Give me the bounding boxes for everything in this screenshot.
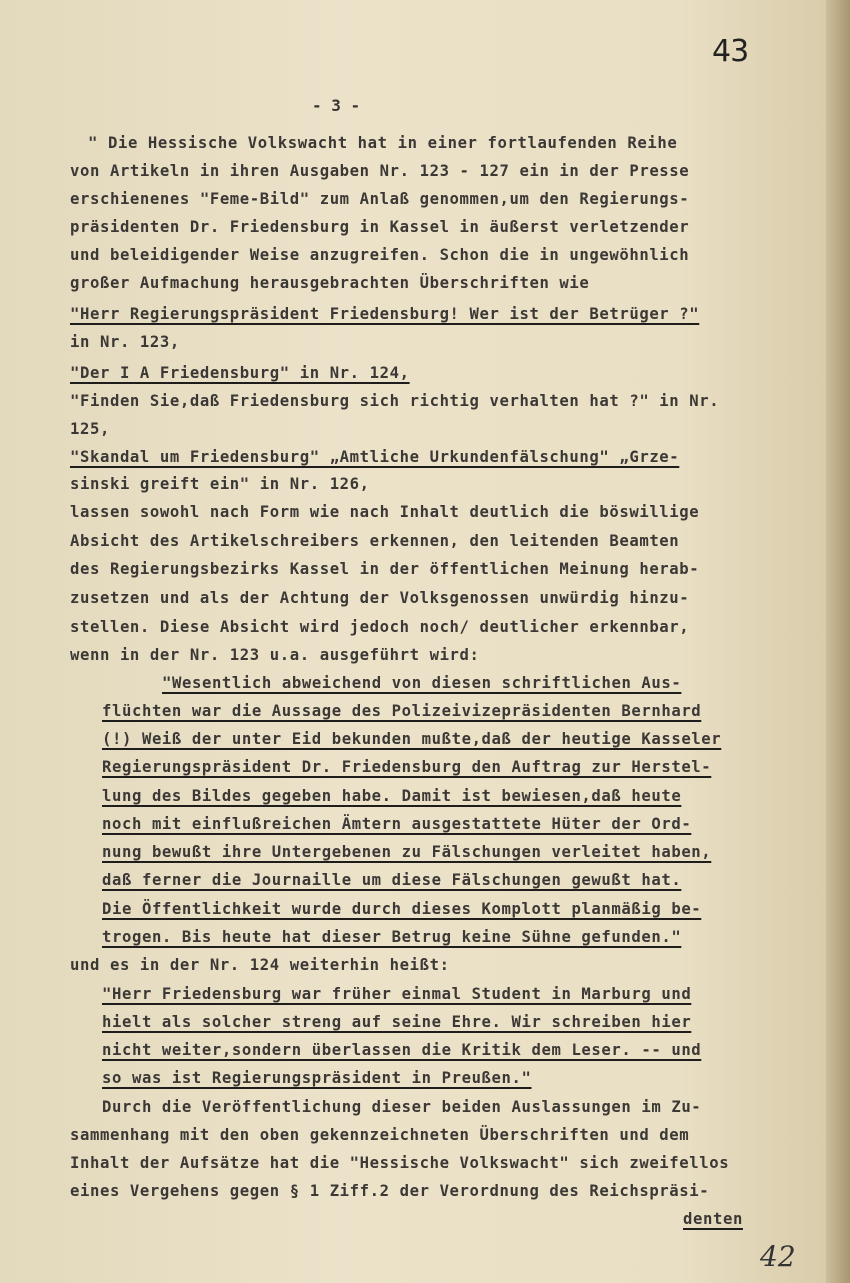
text-line: präsidenten Dr. Friedensburg in Kassel in äußerst verletzender xyxy=(70,218,690,236)
headline-underlined: "Der I A Friedensburg" in Nr. 124, xyxy=(70,364,410,382)
quoted-passage-line: lung des Bildes gegeben habe. Damit ist bewiesen,daß heute xyxy=(102,787,682,805)
text-line: sammenhang mit den oben gekennzeichneten Überschriften und dem xyxy=(70,1126,690,1144)
text-line: Inhalt der Aufsätze hat die "Hessische Volkswacht" sich zweifellos xyxy=(70,1154,730,1172)
text-line: und es in der Nr. 124 weiterhin heißt: xyxy=(70,956,450,974)
headline-quote: "Herr Regierungspräsident Friedensburg! Wer ist der Betrüger ?" xyxy=(70,305,700,323)
text-line: wenn in der Nr. 123 u.a. ausgeführt wird: xyxy=(70,646,480,664)
quoted-passage-line: daß ferner die Journaille um diese Fälschungen gewußt hat. xyxy=(102,871,682,889)
page-number: - 3 - xyxy=(312,96,361,115)
text-line: Absicht des Artikelschreibers erkennen, den leitenden Beamten xyxy=(70,532,680,550)
quoted-passage-line: trogen. Bis heute hat dieser Betrug keine Sühne gefunden." xyxy=(102,928,682,946)
quoted-passage-line: nung bewußt ihre Untergebenen zu Fälschungen verleitet haben, xyxy=(102,843,712,861)
headline-quote: sinski greift ein" in Nr. 126, xyxy=(70,475,370,493)
folio-number-bottom: 42 xyxy=(760,1240,796,1273)
quoted-passage-line: "Herr Friedensburg war früher einmal Student in Marburg und xyxy=(102,985,692,1003)
page-edge xyxy=(826,0,850,1283)
quoted-passage-line: Regierungspräsident Dr. Friedensburg den Auftrag zur Herstel- xyxy=(102,758,712,776)
quoted-passage-line: Die Öffentlichkeit wurde durch dieses Komplott planmäßig be- xyxy=(102,900,702,918)
headline-quote xyxy=(70,364,410,382)
text-line: von Artikeln in ihren Ausgaben Nr. 123 - 127 ein in der Presse xyxy=(70,162,690,180)
quoted-passage-line: nicht weiter,sondern überlassen die Kritik dem Leser. -- und xyxy=(102,1041,702,1059)
text-line: und beleidigender Weise anzugreifen. Schon die in ungewöhnlich xyxy=(70,246,690,264)
text-line: in Nr. 123, xyxy=(70,333,180,351)
text-line: lassen sowohl nach Form wie nach Inhalt deutlich die böswillige xyxy=(70,503,700,521)
quoted-passage-line: so was ist Regierungspräsident in Preußen." xyxy=(102,1069,532,1087)
headline-quote: "Finden Sie,daß Friedensburg sich richtig verhalten hat ?" in Nr. xyxy=(70,392,720,410)
text-line: großer Aufmachung herausgebrachten Überschriften wie xyxy=(70,274,590,292)
text-line: des Regierungsbezirks Kassel in der öffentlichen Meinung herab- xyxy=(70,560,700,578)
quoted-passage-line: flüchten war die Aussage des Polizeivizepräsidenten Bernhard xyxy=(102,702,702,720)
text-line: stellen. Diese Absicht wird jedoch noch/ deutlicher erkennbar, xyxy=(70,618,690,636)
quoted-passage-line: noch mit einflußreichen Ämtern ausgestattete Hüter der Ord- xyxy=(102,815,692,833)
text-line: zusetzen und als der Achtung der Volksgenossen unwürdig hinzu- xyxy=(70,589,690,607)
quoted-passage-line: hielt als solcher streng auf seine Ehre. Wir schreiben hier xyxy=(102,1013,692,1031)
text-line: " Die Hessische Volkswacht hat in einer fortlaufenden Reihe xyxy=(88,134,678,152)
folio-number-top: 43 xyxy=(712,34,749,69)
quoted-passage-line: (!) Weiß der unter Eid bekunden mußte,daß der heutige Kasseler xyxy=(102,730,722,748)
text-line: erschienenes "Feme-Bild" zum Anlaß genommen,um den Regierungs- xyxy=(70,190,690,208)
text-line: eines Vergehens gegen § 1 Ziff.2 der Verordnung des Reichspräsi- xyxy=(70,1182,710,1200)
text-line: Durch die Veröffentlichung dieser beiden Auslassungen im Zu- xyxy=(102,1098,702,1116)
quoted-passage-line: "Wesentlich abweichend von diesen schriftlichen Aus- xyxy=(162,674,682,692)
text-line: 125, xyxy=(70,420,110,438)
catchword: denten xyxy=(683,1210,743,1228)
headline-quote: "Skandal um Friedensburg" „Amtliche Urkundenfälschung" „Grze- xyxy=(70,448,680,466)
